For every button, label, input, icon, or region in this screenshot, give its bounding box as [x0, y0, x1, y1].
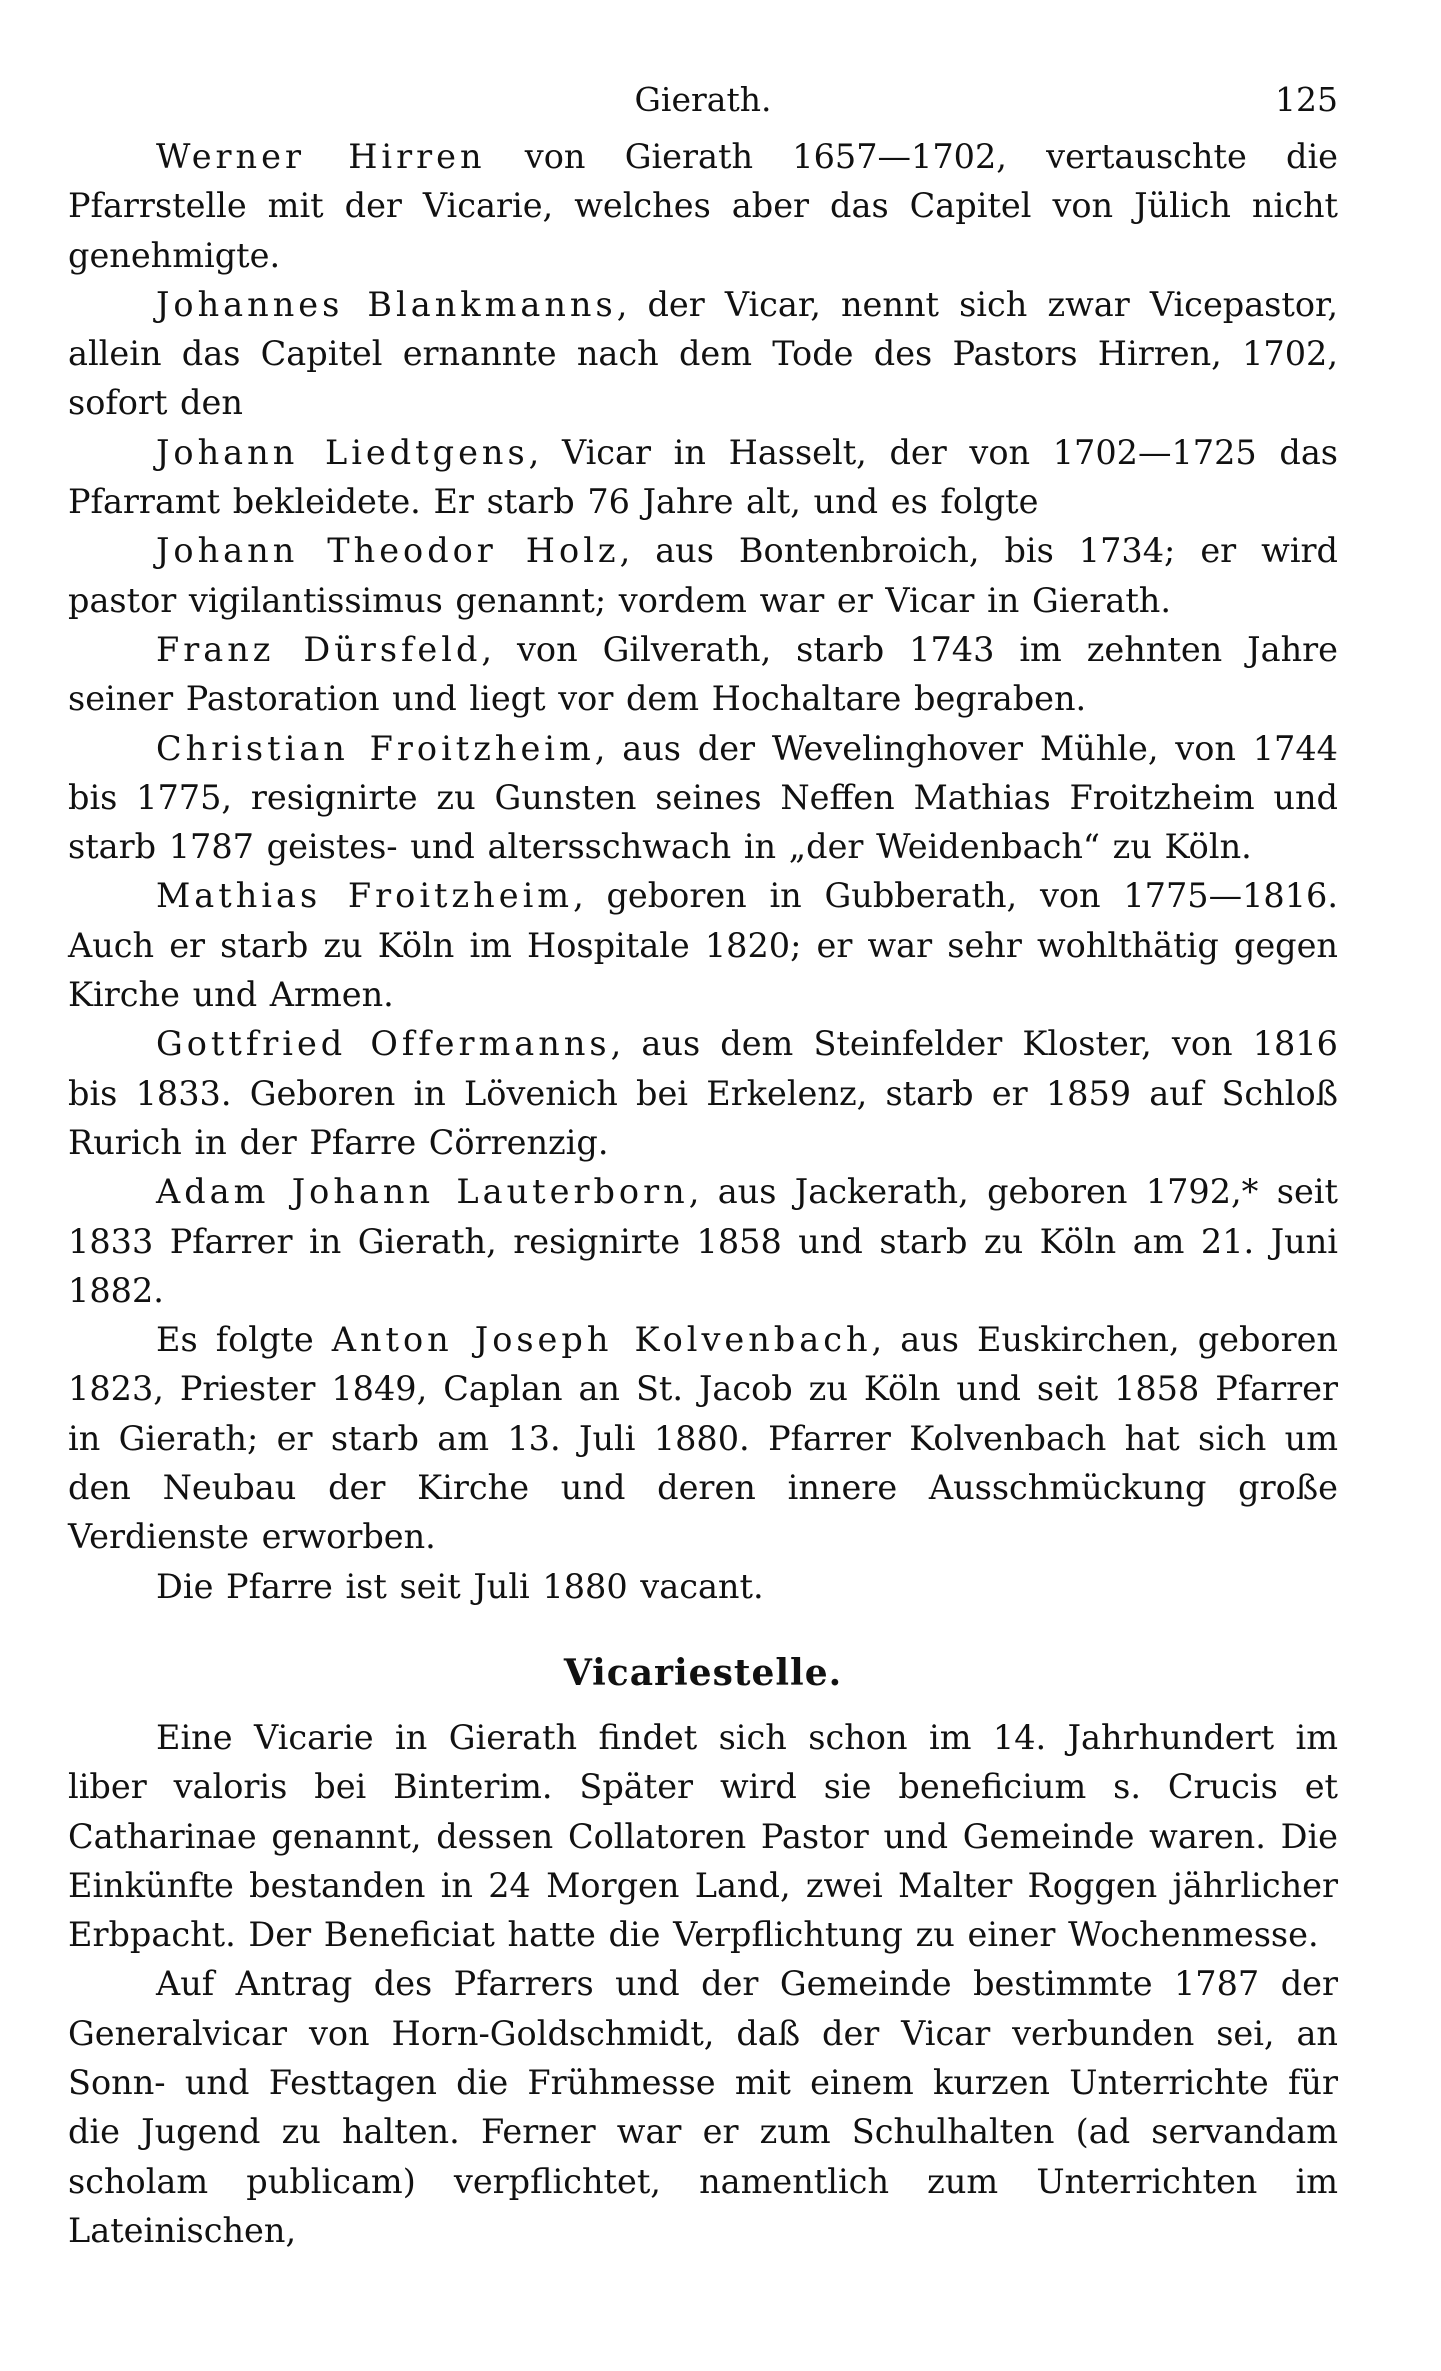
pastor-name: Adam Johann Lauterborn: [156, 1172, 689, 1212]
pastor-text: , aus Bontenbroich, bis 1734; er wird pastor vigilantissimus genannt; vordem war er Vicar in Gierath.: [68, 531, 1338, 620]
pastor-text: , Vicar in Hasselt, der von 1702—1725 das Pfarramt bekleidete. Er starb 76 Jahre alt, und es folgte: [68, 432, 1338, 522]
pastor-text: , aus Jackerath, geboren 1792,* seit 1833 Pfarrer in Gierath, resignirte 1858 und starb zu Köln am 21. Juni 1882.: [68, 1172, 1338, 1310]
section-paragraph: Auf Antrag des Pfarrers und der Gemeinde bestimmte 1787 der Generalvicar von Horn-Goldschmidt, daß der Vicar verbunden sei, an Sonn- und Festtagen die Frühmesse mit einem kurzen Unterrichte für die Jugend zu halten. Ferner war er zum Schulhalten (ad servandam scholam publicam) verpflichtet, namentlich zum Unterrichten im Lateinischen,: [68, 1964, 1338, 2250]
pastor-name: Mathias Froitzheim: [156, 876, 574, 916]
page-header: [68, 72, 1338, 128]
pastor-name: Johann Liedtgens: [156, 432, 529, 472]
pastor-entry: [68, 526, 1338, 625]
pastor-name: Franz Dürsfeld: [156, 629, 482, 669]
book-page: [68, 72, 1338, 2332]
pastor-name: Johann Theodor Holz: [156, 531, 620, 571]
pastor-name: Anton Joseph Kolvenbach: [331, 1320, 872, 1360]
pastor-text: , aus der Wevelinghover Mühle, von 1744 bis 1775, resignirte zu Gunsten seines Neffen Mathias Froitzheim und starb 1787 geistes- und altersschwach in „der Weidenbach“ zu Köln.: [68, 728, 1338, 867]
pastor-text: , der Vicar, nennt sich zwar Vicepastor, allein das Capitel ernannte nach dem Tode des Pastors Hirren, 1702, sofort den: [68, 284, 1338, 423]
pastor-entry: [68, 625, 1338, 724]
pastor-text: , aus Euskirchen, geboren 1823, Priester 1849, Caplan an St. Jacob zu Köln und seit 1858 Pfarrer in Gierath; er starb am 13. Juli 1880. Pfarrer Kolvenbach hat sich um den Neubau der Kirche und deren innere Ausschmückung große Verdienste erworben.: [68, 1320, 1338, 1557]
section-heading: Vicariestelle.: [563, 1651, 843, 1694]
running-head: Gierath.: [634, 80, 772, 119]
page-number: 125: [1275, 80, 1338, 119]
section-paragraph: Eine Vicarie in Gierath findet sich schon im 14. Jahrhundert im liber valoris bei Binterim. Später wird sie beneficium s. Crucis et Catharinae genannt, dessen Collatoren Pastor und Gemeinde waren. Die Einkünfte bestanden in 24 Morgen Land, zwei Malter Roggen jährlicher Erbpacht. Der Beneficiat hatte die Verpflichtung zu einer Wochenmesse.: [68, 1717, 1338, 1955]
page-body: [68, 132, 1338, 2255]
pastor-entry: [68, 428, 1338, 527]
kolvenbach-intro: Es folgte: [156, 1320, 332, 1360]
pastor-entry: [68, 132, 1338, 280]
pastor-text: , geboren in Gubberath, von 1775—1816. Auch er starb zu Köln im Hospitale 1820; er war sehr wohlthätig gegen Kirche und Armen.: [68, 876, 1338, 1015]
pastor-entry: [68, 1019, 1338, 1167]
pastor-name: Gottfried Offermanns: [156, 1024, 611, 1064]
pastor-entry: [68, 724, 1338, 872]
pastor-name: Christian Froitzheim: [156, 728, 595, 768]
pastor-entry: [68, 871, 1338, 1019]
pastor-name: Werner Hirren: [156, 137, 486, 176]
pastor-entry: [68, 280, 1338, 428]
pastor-text: von Gierath 1657—1702, vertauschte die Pfarrstelle mit der Vicarie, welches aber das Capitel von Jülich nicht genehmigte.: [68, 137, 1338, 275]
pastor-name: Johannes Blankmanns: [156, 284, 617, 324]
pastor-entry: [68, 1167, 1338, 1315]
pastor-entry-kolvenbach: [68, 1315, 1338, 1561]
pastor-text: , von Gilverath, starb 1743 im zehnten Jahre seiner Pastoration und liegt vor dem Hochaltare begraben.: [68, 629, 1338, 719]
pastor-text: , aus dem Steinfelder Kloster, von 1816 bis 1833. Geboren in Lövenich bei Erkelenz, starb er 1859 auf Schloß Rurich in der Pfarre Cörrenzig.: [68, 1024, 1338, 1162]
vacancy-note: Die Pfarre ist seit Juli 1880 vacant.: [156, 1566, 764, 1606]
